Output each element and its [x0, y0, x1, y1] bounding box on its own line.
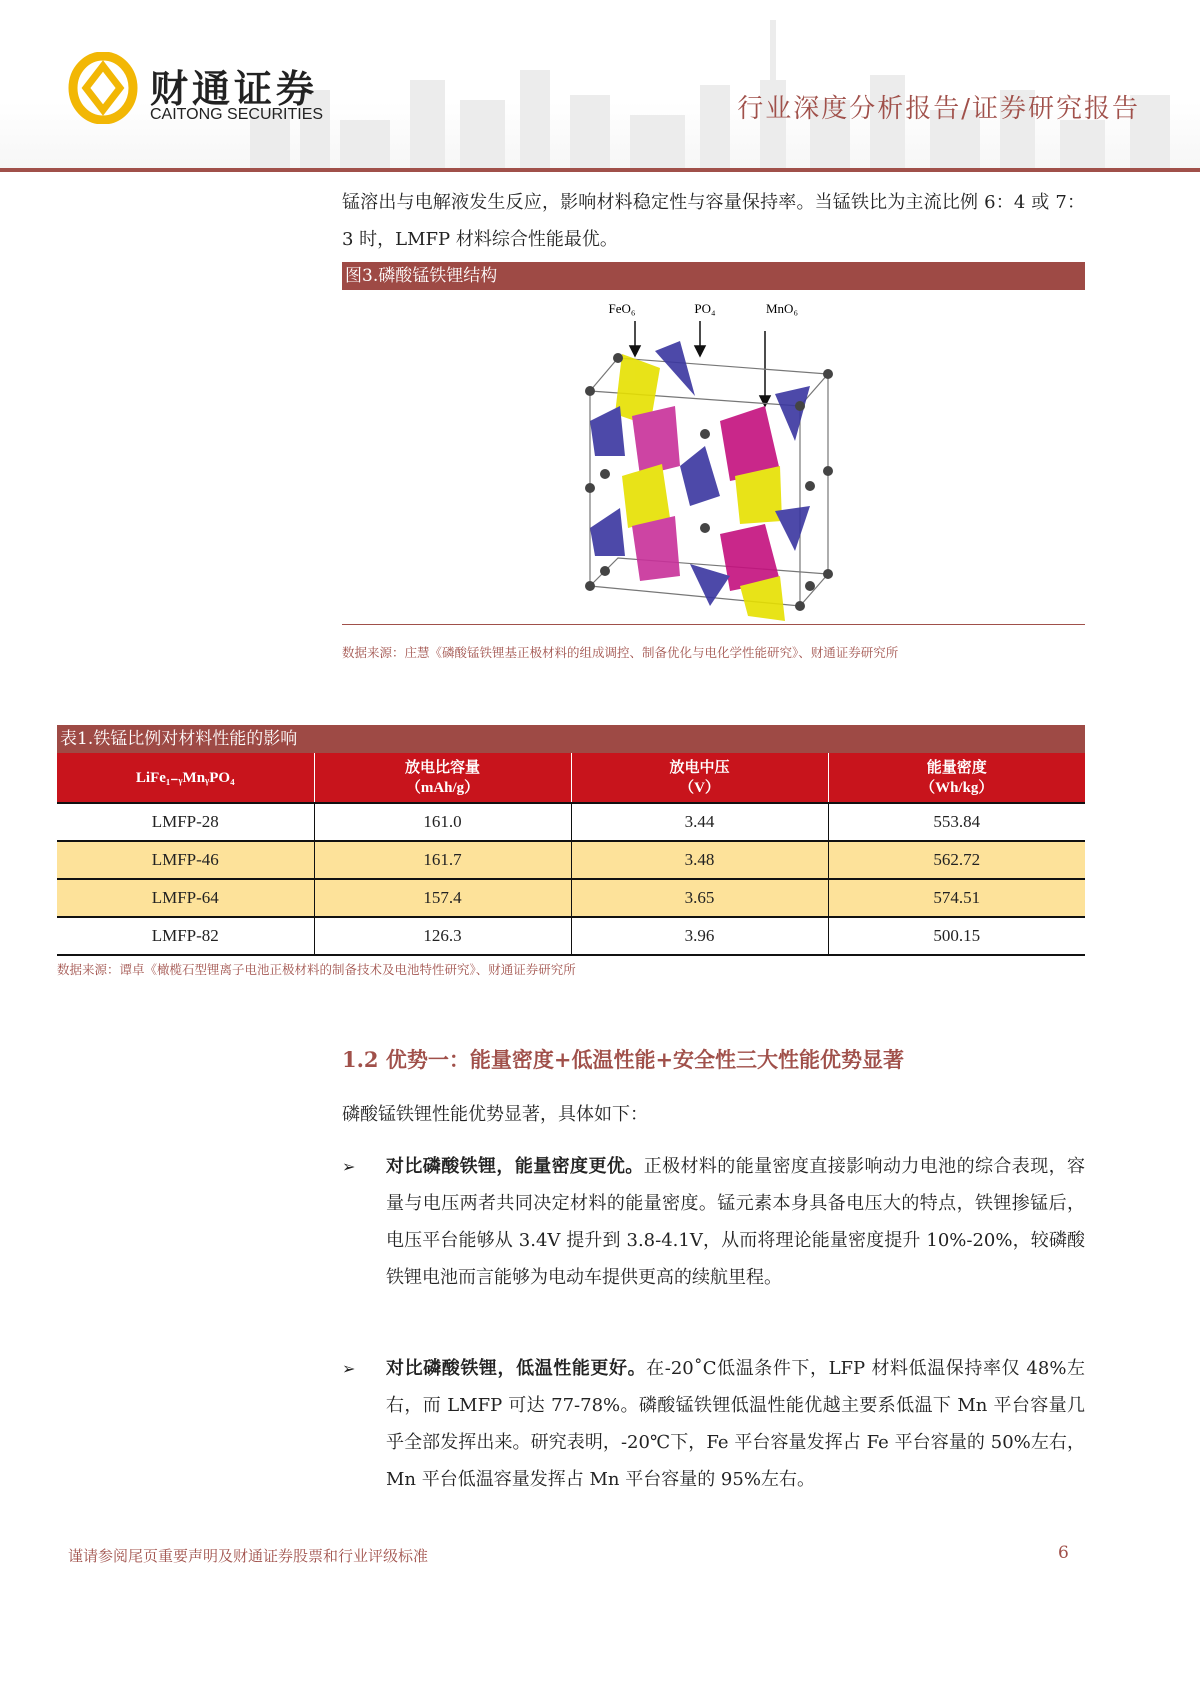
header-unit: （Wh/kg）: [920, 779, 994, 796]
col-header-capacity: [314, 753, 571, 803]
header-line: 放电比容量: [404, 759, 480, 776]
header-line: LiFe₁₋ᵧMnᵧPO₄: [135, 769, 235, 786]
arrow-bullet-icon: ➢: [342, 1359, 356, 1378]
bullet-lead: 对比磷酸铁锂，能量密度更优。: [386, 1156, 644, 1177]
table-row: [57, 879, 1085, 917]
label-mno6: MnO₆: [766, 301, 798, 316]
header-unit: （V）: [679, 779, 720, 796]
section-intro: 磷酸锰铁锂性能优势显著，具体如下：: [342, 1104, 648, 1125]
lmfp-performance-table: [57, 753, 1085, 956]
cell: 161.0: [314, 803, 571, 841]
label-po4: PO₄: [694, 301, 716, 316]
page-number: 6: [1058, 1543, 1069, 1563]
cell: 3.44: [571, 803, 828, 841]
figure-divider: [342, 624, 1085, 625]
cell: 562.72: [828, 841, 1085, 879]
crystal-structure-figure: [570, 296, 860, 621]
cell: LMFP-82: [57, 917, 314, 955]
cell: LMFP-46: [57, 841, 314, 879]
bullet-text: 在-20˚C低温条件下，LFP 材料低温保持率仅 48%左右，而 LMFP 可达 77-78%。磷酸锰铁锂低温性能优越主要系低温下 Mn 平台容量几乎全部发挥出来。研究表明，-20℃下，Fe 平台容量发挥占 Fe 平台容量的 50%左右，Mn 平台低温容量发挥占 Mn 平台容量的 95%左右。: [386, 1358, 1086, 1490]
cell: 3.96: [571, 917, 828, 955]
bullet-energy-density: [342, 1148, 1085, 1296]
arrow-bullet-icon: ➢: [342, 1157, 356, 1176]
header-line: 能量密度: [926, 759, 987, 776]
figure-title: 图3.磷酸锰铁锂结构: [342, 262, 1085, 290]
cell: 500.15: [828, 917, 1085, 955]
intro-paragraph: 锰溶出与电解液发生反应，影响材料稳定性与容量保持率。当锰铁比为主流比例 6：4 或 7：3 时，LMFP 材料综合性能最优。: [342, 192, 1085, 250]
cell: LMFP-28: [57, 803, 314, 841]
table-row: [57, 841, 1085, 879]
cell: 157.4: [314, 879, 571, 917]
header-divider: [0, 168, 1200, 172]
label-feo6: FeO₆: [608, 301, 636, 316]
cell: 126.3: [314, 917, 571, 955]
logo-text-cn: 财通证券: [150, 67, 319, 111]
col-header-energy-density: [828, 753, 1085, 803]
page-header: [0, 0, 1200, 170]
col-header-voltage: [571, 753, 828, 803]
table-row: [57, 917, 1085, 955]
bullet-low-temperature: [342, 1350, 1085, 1498]
cell: 3.48: [571, 841, 828, 879]
col-header-composition: [57, 753, 314, 803]
bullet-text: 正极材料的能量密度直接影响动力电池的综合表现，容量与电压两者共同决定材料的能量密度。锰元素本身具备电压大的特点，铁锂掺锰后，电压平台能够从 3.4V 提升到 3.8-4.1V，从而将理论能量密度提升 10%-20%，较磷酸铁锂电池而言能够为电动车提供更高的续航里程。: [386, 1156, 1086, 1288]
caitong-logo-icon: [68, 52, 138, 124]
footer-disclaimer: 谨请参阅尾页重要声明及财通证券股票和行业评级标准: [68, 1547, 429, 1565]
table-title: 表1.铁锰比例对材料性能的影响: [57, 725, 1085, 753]
bullet-lead: 对比磷酸铁锂，低温性能更好。: [386, 1358, 647, 1379]
cell: 553.84: [828, 803, 1085, 841]
report-type: 行业深度分析报告/证券研究报告: [737, 94, 1140, 124]
cell: LMFP-64: [57, 879, 314, 917]
cell: 574.51: [828, 879, 1085, 917]
section-heading: 1.2 优势一：能量密度+低温性能+安全性三大性能优势显著: [342, 1047, 905, 1072]
header-unit: （mAh/g）: [405, 779, 480, 796]
table-source: 数据来源：谭卓《橄榄石型锂离子电池正极材料的制备技术及电池特性研究》、财通证券研究所: [57, 962, 576, 977]
header-line: 放电中压: [669, 759, 730, 776]
figure-source: 数据来源：庄慧《磷酸锰铁锂基正极材料的组成调控、制备优化与电化学性能研究》、财通证券研究所: [342, 645, 899, 660]
cell: 161.7: [314, 841, 571, 879]
table-row: [57, 803, 1085, 841]
logo-text-en: CAITONG SECURITIES: [150, 106, 324, 123]
cell: 3.65: [571, 879, 828, 917]
